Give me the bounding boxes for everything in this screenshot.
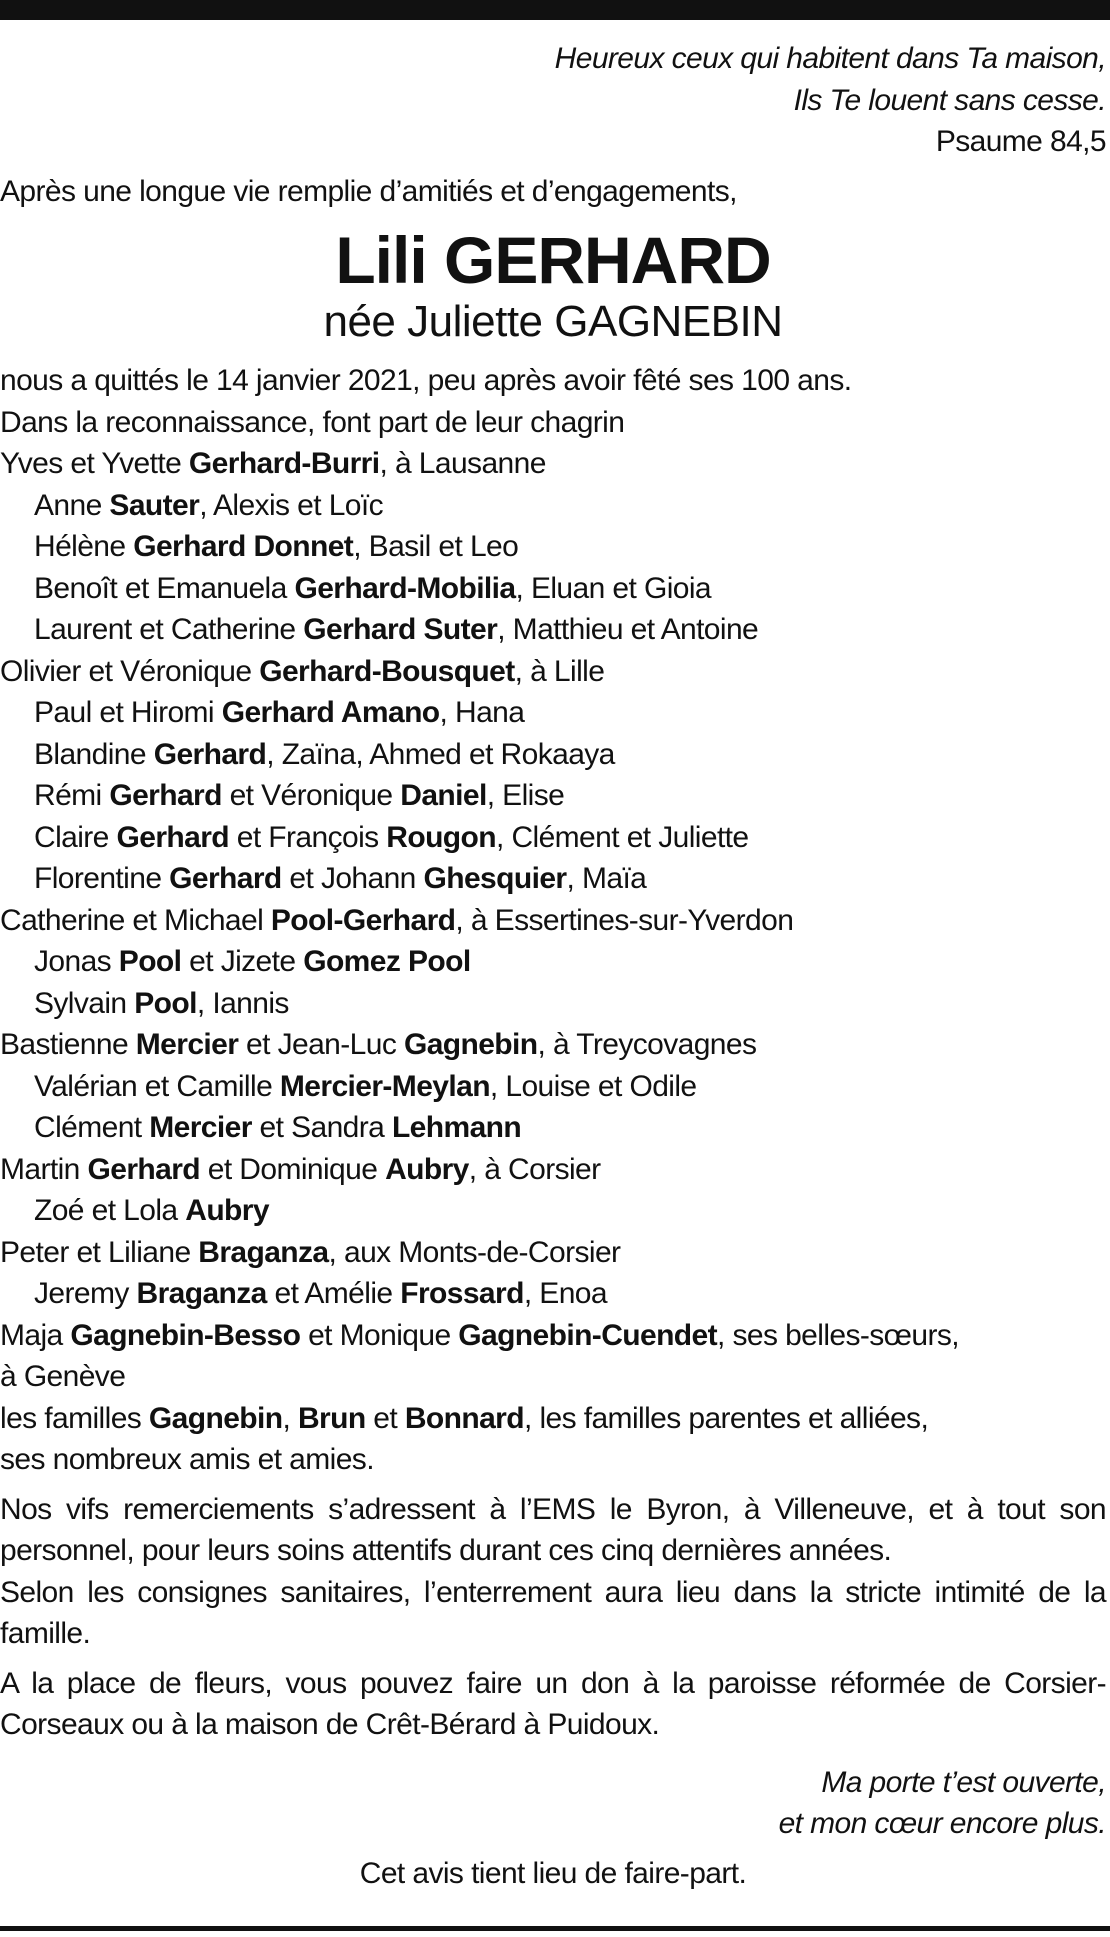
family-line <box>0 485 1106 527</box>
family-text: Claire <box>34 820 117 854</box>
family-surname: Braganza <box>198 1235 329 1269</box>
family-text: Jeremy <box>34 1277 137 1310</box>
family-surname: Frossard <box>400 1277 524 1310</box>
family-surname: Gerhard Suter <box>303 613 498 646</box>
family-surname: Pool <box>118 945 182 978</box>
family-text: , ses belles-sœurs, <box>717 1318 959 1352</box>
family-surname: Lehmann <box>391 1111 522 1144</box>
deceased-birth-name: née Juliette GAGNEBIN <box>323 297 783 346</box>
family-line <box>0 609 1106 651</box>
family-surname: Gerhard Amano <box>221 696 440 729</box>
family-text: , Matthieu et Antoine <box>497 613 759 646</box>
bottom-border-rule <box>0 1926 1110 1931</box>
family-text: , Louise et Odile <box>489 1069 697 1103</box>
epigraph-reference: Psaume 84,5 <box>935 125 1106 158</box>
family-line <box>0 1356 1106 1398</box>
family-line <box>0 1107 1106 1149</box>
family-surname: Pool <box>134 986 197 1020</box>
family-surname: Aubry <box>385 1152 469 1186</box>
family-text: , à Corsier <box>468 1152 601 1186</box>
family-surname: Gagnebin <box>148 1401 283 1435</box>
family-surname: Sauter <box>109 488 200 522</box>
family-text: et Jizete <box>181 945 304 978</box>
family-surname: Gagnebin <box>403 1028 538 1061</box>
family-surname: Bonnard <box>404 1401 524 1435</box>
intro-text: Après une longue vie remplie d’amitiés et d’engagements, <box>0 174 737 208</box>
epigraph <box>0 38 1106 121</box>
family-text: à Genève <box>0 1360 126 1393</box>
family-text: Sylvain <box>34 986 135 1020</box>
family-text: et Amélie <box>266 1277 401 1310</box>
family-list <box>0 443 1106 1481</box>
family-line <box>0 1232 1106 1274</box>
family-line <box>0 568 1106 610</box>
family-line <box>0 526 1106 568</box>
family-line <box>0 734 1106 776</box>
notice-content <box>0 38 1106 1894</box>
family-text: , Zaïna, Ahmed et Rokaaya <box>266 737 615 771</box>
family-surname: Gerhard-Burri <box>188 447 380 480</box>
family-text: Anne <box>34 488 110 522</box>
epigraph-line-2: Ils Te louent sans cesse. <box>793 83 1106 117</box>
family-surname: Gerhard-Bousquet <box>259 654 515 688</box>
family-text: et Monique <box>300 1318 459 1352</box>
family-line <box>0 1066 1106 1108</box>
footer-note: Cet avis tient lieu de faire-part. <box>359 1856 747 1890</box>
family-text: Hélène <box>34 530 134 563</box>
family-surname: Gerhard Donnet <box>133 530 354 563</box>
closing-quote <box>0 1762 1106 1845</box>
family-surname: Braganza <box>136 1277 267 1310</box>
family-text: Florentine <box>34 862 170 895</box>
family-text: et Johann <box>281 862 424 895</box>
family-surname: Gerhard <box>153 737 267 771</box>
family-surname: Mercier <box>149 1111 252 1144</box>
family-text: , à Treycovagnes <box>537 1028 757 1061</box>
family-text: Valérian et Camille <box>34 1069 280 1103</box>
top-border-rule <box>0 0 1110 20</box>
family-text: Peter et Liliane <box>0 1235 199 1269</box>
family-surname: Gerhard <box>169 862 282 895</box>
family-text: , <box>282 1401 298 1435</box>
family-surname: Gerhard <box>109 779 222 812</box>
family-text: ses nombreux amis et amies. <box>0 1443 374 1476</box>
family-text: Blandine <box>34 737 154 771</box>
family-line <box>0 817 1106 859</box>
sanitary-paragraph: Selon les consignes sanitaires, l’enterrement aura lieu dans la stricte intimité de la famille. <box>0 1575 1106 1650</box>
family-text: Jonas <box>34 945 119 978</box>
closing-quote-line-1: Ma porte t’est ouverte, <box>821 1765 1106 1799</box>
deceased-name: Lili GERHARD <box>335 223 771 297</box>
family-text: , Maïa <box>566 862 647 895</box>
family-surname: Gagnebin-Besso <box>70 1318 301 1352</box>
family-surname: Pool-Gerhard <box>270 903 456 937</box>
family-surname: Mercier <box>135 1028 239 1061</box>
family-text: Maja <box>0 1318 71 1352</box>
family-text: Benoît et Emanuela <box>34 571 295 605</box>
family-text: , Basil et Leo <box>353 530 519 563</box>
family-surname: Ghesquier <box>423 862 567 895</box>
family-surname: Gerhard <box>116 820 230 854</box>
donation-paragraph: A la place de fleurs, vous pouvez faire un don à la paroisse réformée de Corsier-Corseaux ou à la maison de Crêt-Bérard à Puidoux. <box>0 1666 1106 1741</box>
family-text: et Jean-Luc <box>238 1028 404 1061</box>
family-text: Paul et Hiromi <box>34 696 222 729</box>
family-text: , à Lausanne <box>379 447 546 480</box>
family-text: Clément <box>34 1111 150 1144</box>
family-surname: Rougon <box>386 820 496 854</box>
family-text: , Elise <box>486 779 565 812</box>
family-text: Yves et Yvette <box>0 447 189 480</box>
family-text: et François <box>229 820 387 854</box>
thanks-paragraph: Nos vifs remerciements s’adressent à l’EMS le Byron, à Villeneuve, et à tout son personnel, pour leurs soins attentifs durant ces cinq dernières années. <box>0 1492 1106 1567</box>
family-line <box>0 651 1106 693</box>
family-text: Zoé et Lola <box>34 1194 186 1227</box>
family-line <box>0 1024 1106 1066</box>
family-line <box>0 775 1106 817</box>
family-surname: Daniel <box>400 779 487 812</box>
family-line <box>0 1190 1106 1232</box>
family-surname: Brun <box>297 1401 366 1435</box>
family-surname: Gerhard <box>87 1152 201 1186</box>
family-line <box>0 900 1106 942</box>
family-surname: Mercier-Meylan <box>279 1069 490 1103</box>
family-text: , à Essertines-sur-Yverdon <box>455 903 794 937</box>
family-text: , à Lille <box>514 654 605 688</box>
family-line <box>0 1398 1106 1440</box>
family-text: et Sandra <box>251 1111 392 1144</box>
family-surname: Gagnebin-Cuendet <box>458 1318 717 1352</box>
family-text: , aux Monts-de-Corsier <box>328 1235 621 1269</box>
family-text: , Clément et Juliette <box>495 820 749 854</box>
family-line <box>0 1439 1106 1481</box>
family-text: , Alexis et Loïc <box>199 488 384 522</box>
family-line <box>0 1273 1106 1315</box>
death-line: nous a quittés le 14 janvier 2021, peu après avoir fêté ses 100 ans. <box>0 364 852 397</box>
family-surname: Aubry <box>185 1194 269 1227</box>
family-text: Martin <box>0 1152 88 1186</box>
family-line <box>0 983 1106 1025</box>
closing-quote-line-2: et mon cœur encore plus. <box>778 1807 1106 1840</box>
family-text: les familles <box>0 1401 149 1435</box>
family-surname: Gomez Pool <box>303 945 471 978</box>
family-line <box>0 1315 1106 1357</box>
family-text: et Véronique <box>221 779 401 812</box>
family-text: et <box>365 1401 405 1435</box>
family-surname: Gerhard-Mobilia <box>294 571 516 605</box>
family-text: Rémi <box>34 779 110 812</box>
family-text: et Dominique <box>200 1152 386 1186</box>
family-line <box>0 941 1106 983</box>
family-text: , les familles parentes et alliées, <box>523 1401 929 1435</box>
family-text: , Enoa <box>523 1277 607 1310</box>
epigraph-line-1: Heureux ceux qui habitent dans Ta maison, <box>554 42 1106 75</box>
family-text: Catherine et Michael <box>0 903 271 937</box>
family-line <box>0 692 1106 734</box>
family-line <box>0 443 1106 485</box>
family-text: , Iannis <box>196 986 289 1020</box>
family-text: , Eluan et Gioia <box>515 571 712 605</box>
family-text: Laurent et Catherine <box>34 613 304 646</box>
announce-line: Dans la reconnaissance, font part de leur chagrin <box>0 405 625 439</box>
family-line <box>0 1149 1106 1191</box>
family-line <box>0 858 1106 900</box>
family-text: , Hana <box>439 696 525 729</box>
family-text: Bastienne <box>0 1028 136 1061</box>
family-text: Olivier et Véronique <box>0 654 260 688</box>
